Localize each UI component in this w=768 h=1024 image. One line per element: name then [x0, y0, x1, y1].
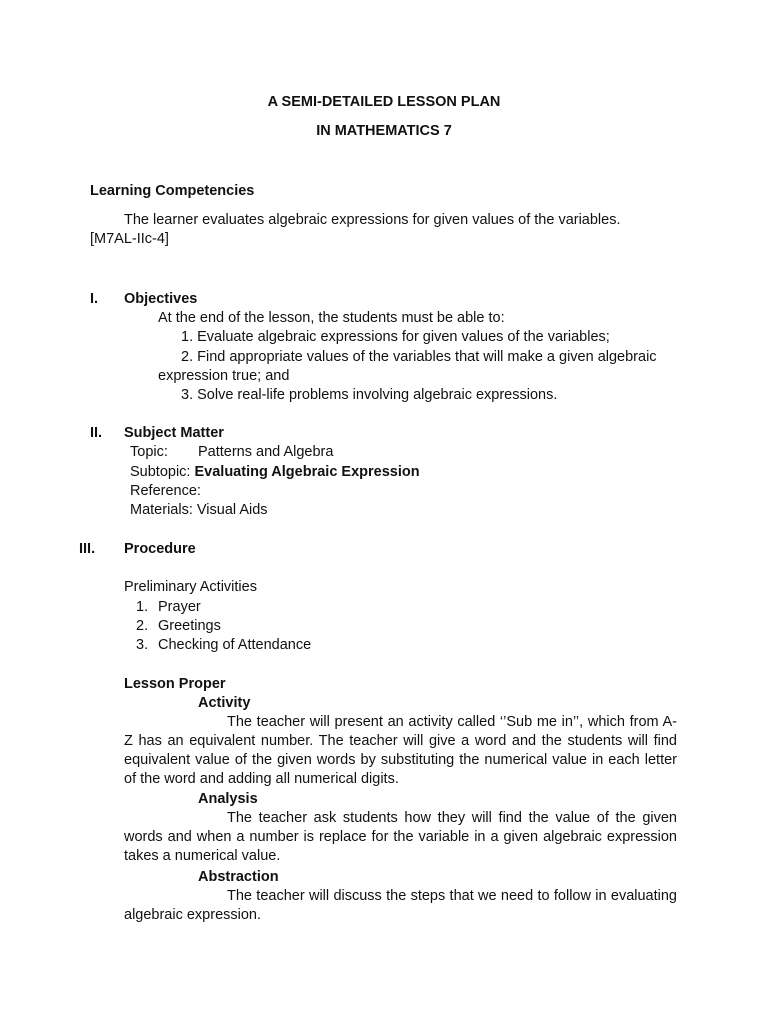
- objective-item-1: 1. Evaluate algebraic expressions for given values of the variables;: [181, 329, 610, 345]
- preliminary-item-3: Checking of Attendance: [158, 637, 312, 653]
- lesson-proper-heading: Lesson Proper: [124, 676, 226, 692]
- preliminary-heading: Preliminary Activities: [124, 579, 257, 595]
- competencies-code: [M7AL-IIc-4]: [90, 231, 169, 247]
- analysis-text: The teacher ask students how they will find the value of the given words and when a number is replace for the variable in a given algebraic expression takes a numerical value.: [124, 810, 677, 864]
- preliminary-number-2: 2.: [136, 618, 149, 634]
- preliminary-item-1: Prayer: [158, 599, 201, 615]
- analysis-heading: Analysis: [198, 791, 258, 807]
- competencies-heading: Learning Competencies: [90, 183, 255, 199]
- preliminary-item-2: Greetings: [158, 618, 221, 634]
- document-subtitle: IN MATHEMATICS 7: [316, 123, 452, 139]
- preliminary-number-3: 3.: [136, 637, 149, 653]
- subtopic-row: [130, 463, 420, 482]
- materials-label: Materials:: [130, 502, 193, 518]
- objective-item-2-continued: expression true; and: [158, 368, 290, 384]
- procedure-heading: Procedure: [124, 541, 196, 557]
- materials-row: [130, 501, 268, 520]
- objective-item-3: 3. Solve real-life problems involving algebraic expressions.: [181, 387, 558, 403]
- preliminary-number-1: 1.: [136, 599, 149, 615]
- procedure-numeral: III.: [79, 541, 96, 557]
- reference-label: Reference:: [130, 483, 201, 499]
- objectives-intro: At the end of the lesson, the students must be able to:: [158, 310, 505, 326]
- activity-heading: Activity: [198, 695, 251, 711]
- objectives-numeral: I.: [90, 291, 99, 307]
- competencies-text: The learner evaluates algebraic expressions for given values of the variables.: [124, 212, 621, 228]
- abstraction-text: The teacher will discuss the steps that we need to follow in evaluating algebraic expression.: [124, 888, 677, 923]
- objectives-heading: Objectives: [124, 291, 198, 307]
- objective-item-2: 2. Find appropriate values of the variables that will make a given algebraic: [181, 349, 657, 365]
- document-title: A SEMI-DETAILED LESSON PLAN: [267, 94, 501, 110]
- activity-text: The teacher will present an activity called ‘’Sub me in’’, which from A-Z has an equivalent number. The teacher will give a word and the students will find equivalent value of the given words by substituting the numerical value in each letter of the word and adding all numerical digits.: [124, 714, 677, 787]
- topic-value: Patterns and Algebra: [198, 444, 334, 460]
- subtopic-value: Evaluating Algebraic Expression: [194, 464, 420, 480]
- topic-label: Topic:: [130, 444, 168, 460]
- materials-value: Visual Aids: [196, 502, 268, 518]
- subject-matter-heading: Subject Matter: [124, 425, 224, 441]
- subtopic-label: Subtopic:: [130, 464, 191, 480]
- subject-matter-numeral: II.: [90, 425, 103, 441]
- abstraction-heading: Abstraction: [198, 869, 279, 885]
